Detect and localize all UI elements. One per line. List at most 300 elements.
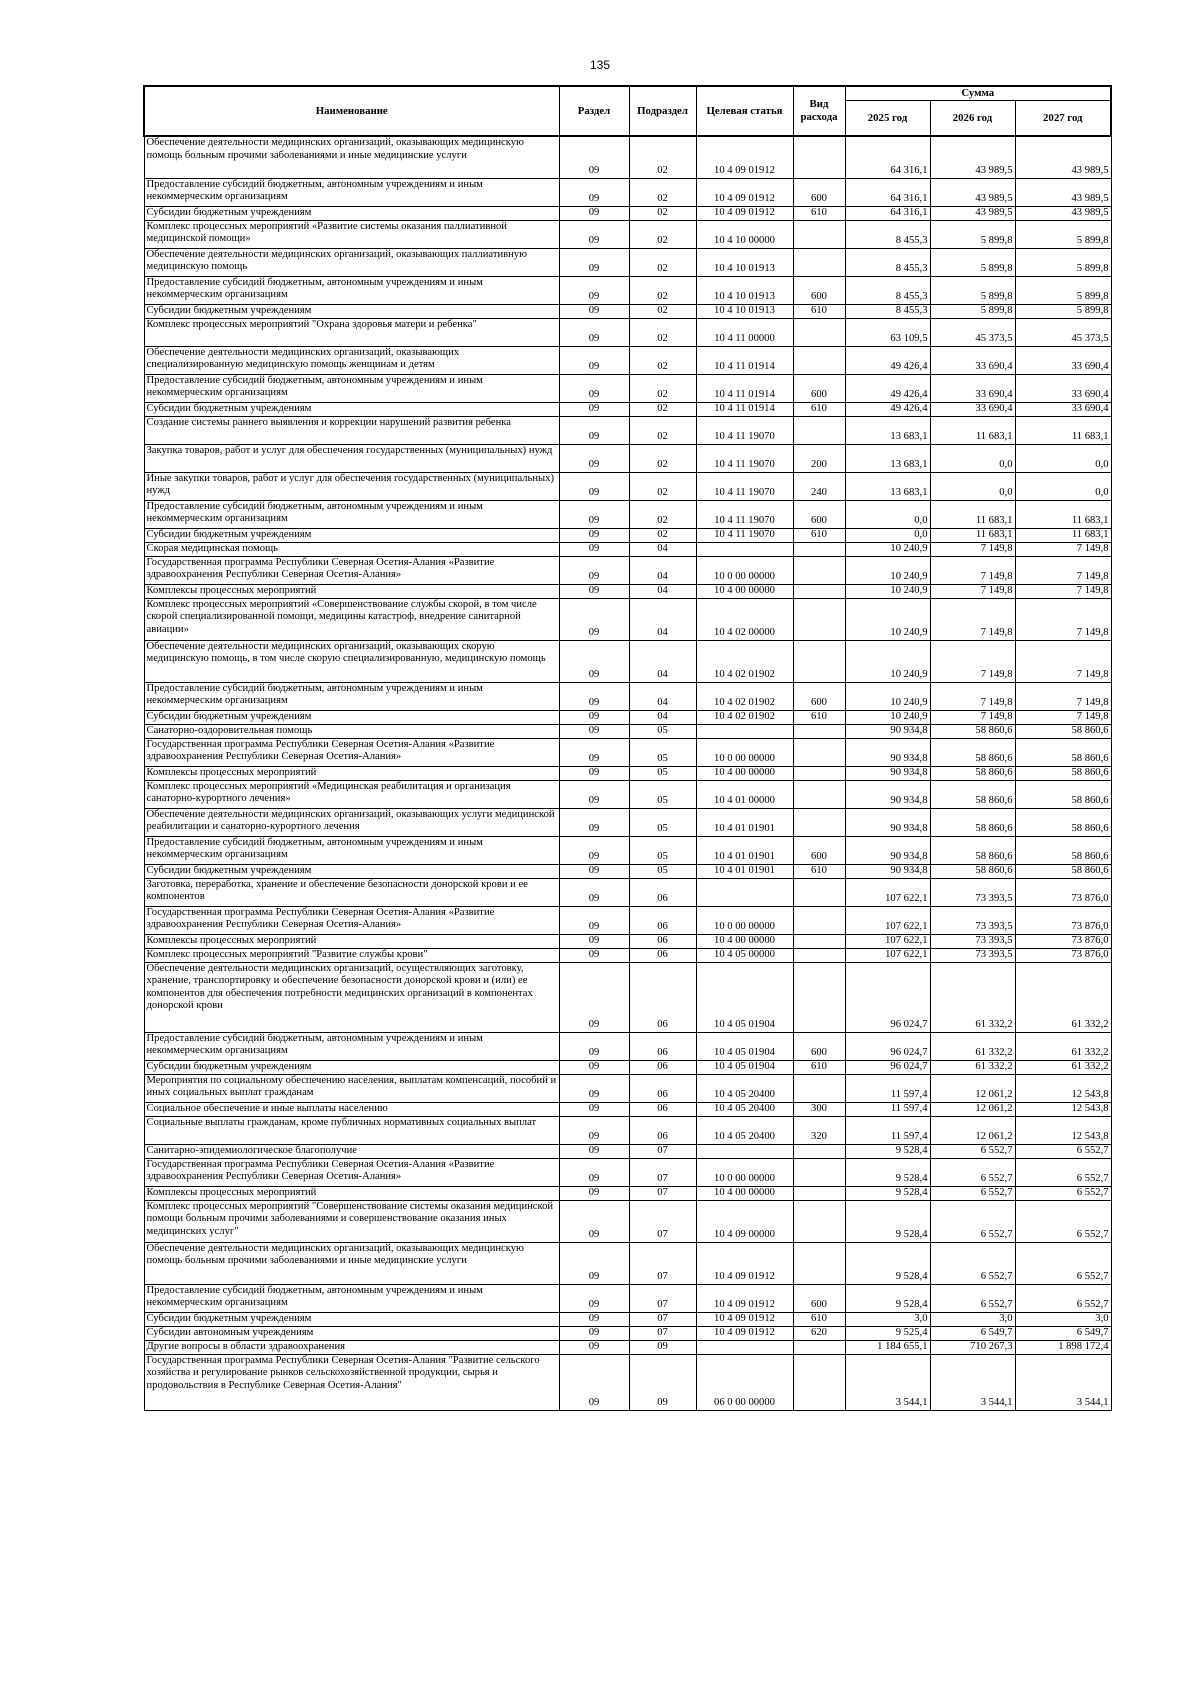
row-target: 10 4 00 00000 — [696, 584, 793, 598]
row-value-2026: 73 393,5 — [930, 878, 1015, 906]
row-target: 10 4 00 00000 — [696, 766, 793, 780]
row-section: 09 — [559, 738, 629, 766]
row-value-2026: 58 860,6 — [930, 766, 1015, 780]
row-section: 09 — [559, 906, 629, 934]
row-section: 09 — [559, 1158, 629, 1186]
table-row — [144, 808, 1111, 836]
row-expense-type — [793, 1158, 845, 1186]
row-subsection: 09 — [629, 1354, 696, 1410]
row-target — [696, 724, 793, 738]
row-expense-type — [793, 1340, 845, 1354]
row-value-2026: 7 149,8 — [930, 640, 1015, 682]
row-name: Субсидии бюджетным учреждениям — [144, 1312, 559, 1326]
row-subsection: 05 — [629, 864, 696, 878]
row-value-2025: 90 934,8 — [845, 738, 930, 766]
row-section: 09 — [559, 584, 629, 598]
table-row — [144, 864, 1111, 878]
row-target: 10 4 09 01912 — [696, 206, 793, 220]
row-value-2026: 43 989,5 — [930, 178, 1015, 206]
row-subsection: 02 — [629, 374, 696, 402]
row-expense-type: 610 — [793, 206, 845, 220]
row-expense-type: 620 — [793, 1326, 845, 1340]
row-value-2025: 11 597,4 — [845, 1102, 930, 1116]
row-value-2025: 13 683,1 — [845, 444, 930, 472]
row-value-2025: 8 455,3 — [845, 248, 930, 276]
row-expense-type: 600 — [793, 682, 845, 710]
row-value-2026: 33 690,4 — [930, 346, 1015, 374]
row-value-2027: 58 860,6 — [1015, 724, 1111, 738]
row-subsection: 04 — [629, 556, 696, 584]
row-section: 09 — [559, 682, 629, 710]
row-expense-type: 300 — [793, 1102, 845, 1116]
row-section: 09 — [559, 220, 629, 248]
row-expense-type: 600 — [793, 178, 845, 206]
row-value-2027: 11 683,1 — [1015, 500, 1111, 528]
row-expense-type — [793, 962, 845, 1032]
row-subsection: 06 — [629, 906, 696, 934]
table-row — [144, 962, 1111, 1032]
row-subsection: 02 — [629, 444, 696, 472]
row-value-2026: 6 552,7 — [930, 1144, 1015, 1158]
row-name: Субсидии бюджетным учреждениям — [144, 402, 559, 416]
row-name: Субсидии автономным учреждениям — [144, 1326, 559, 1340]
row-value-2025: 1 184 655,1 — [845, 1340, 930, 1354]
row-value-2025: 8 455,3 — [845, 276, 930, 304]
table-row — [144, 1074, 1111, 1102]
row-target: 10 4 11 01914 — [696, 346, 793, 374]
row-section: 09 — [559, 1340, 629, 1354]
row-section: 09 — [559, 1060, 629, 1074]
row-expense-type — [793, 556, 845, 584]
table-row — [144, 598, 1111, 640]
row-value-2025: 49 426,4 — [845, 346, 930, 374]
row-value-2026: 3 544,1 — [930, 1354, 1015, 1410]
row-value-2027: 61 332,2 — [1015, 962, 1111, 1032]
row-value-2027: 11 683,1 — [1015, 528, 1111, 542]
row-expense-type: 600 — [793, 276, 845, 304]
row-expense-type — [793, 906, 845, 934]
row-subsection: 05 — [629, 780, 696, 808]
header-expense-type: Вид расхода — [793, 86, 845, 136]
row-section: 09 — [559, 836, 629, 864]
row-name: Обеспечение деятельности медицинских организаций, осуществляющих заготовку, хранение, транспортировку и обеспечение безопасности донорской крови и (или) ее компонентов для обеспечения потребности медицинских организаций в компонентах донорской крови — [144, 962, 559, 1032]
row-value-2026: 43 989,5 — [930, 136, 1015, 178]
row-section: 09 — [559, 1354, 629, 1410]
table-header — [144, 86, 1111, 136]
row-value-2026: 12 061,2 — [930, 1074, 1015, 1102]
row-value-2027: 6 552,7 — [1015, 1200, 1111, 1242]
row-value-2026: 5 899,8 — [930, 276, 1015, 304]
row-value-2025: 11 597,4 — [845, 1074, 930, 1102]
row-expense-type — [793, 248, 845, 276]
row-expense-type — [793, 808, 845, 836]
row-value-2026: 61 332,2 — [930, 1032, 1015, 1060]
row-value-2027: 6 552,7 — [1015, 1242, 1111, 1284]
table-row — [144, 542, 1111, 556]
row-value-2027: 58 860,6 — [1015, 864, 1111, 878]
row-section: 09 — [559, 766, 629, 780]
row-subsection: 06 — [629, 1074, 696, 1102]
row-value-2026: 58 860,6 — [930, 738, 1015, 766]
row-subsection: 06 — [629, 1102, 696, 1116]
row-name: Предоставление субсидий бюджетным, автономным учреждениям и иным некоммерческим организациям — [144, 1284, 559, 1312]
row-value-2025: 90 934,8 — [845, 864, 930, 878]
row-section: 09 — [559, 710, 629, 724]
row-target — [696, 1340, 793, 1354]
row-value-2026: 45 373,5 — [930, 318, 1015, 346]
row-subsection: 04 — [629, 598, 696, 640]
row-value-2025: 90 934,8 — [845, 836, 930, 864]
table-row — [144, 1284, 1111, 1312]
row-value-2026: 73 393,5 — [930, 934, 1015, 948]
row-subsection: 05 — [629, 738, 696, 766]
row-name: Предоставление субсидий бюджетным, автономным учреждениям и иным некоммерческим организациям — [144, 374, 559, 402]
row-name: Комплекс процессных мероприятий "Охрана здоровья матери и ребенка" — [144, 318, 559, 346]
row-value-2025: 90 934,8 — [845, 724, 930, 738]
row-expense-type — [793, 878, 845, 906]
row-section: 09 — [559, 206, 629, 220]
row-expense-type — [793, 934, 845, 948]
row-subsection: 02 — [629, 416, 696, 444]
row-value-2026: 12 061,2 — [930, 1102, 1015, 1116]
row-section: 09 — [559, 374, 629, 402]
row-section: 09 — [559, 1284, 629, 1312]
table-row — [144, 738, 1111, 766]
row-subsection: 02 — [629, 402, 696, 416]
row-value-2026: 0,0 — [930, 472, 1015, 500]
row-name: Создание системы раннего выявления и коррекции нарушений развития ребенка — [144, 416, 559, 444]
table-row — [144, 1158, 1111, 1186]
row-value-2026: 7 149,8 — [930, 556, 1015, 584]
row-section: 09 — [559, 528, 629, 542]
row-value-2027: 43 989,5 — [1015, 206, 1111, 220]
row-value-2025: 107 622,1 — [845, 934, 930, 948]
table-row — [144, 346, 1111, 374]
row-subsection: 07 — [629, 1242, 696, 1284]
row-expense-type — [793, 1242, 845, 1284]
table-row — [144, 220, 1111, 248]
row-name: Комплекс процессных мероприятий «Совершенствование службы скорой, в том числе скорой специализированной помощи, медицины катастроф, внедрение санитарной авиации» — [144, 598, 559, 640]
row-target: 10 4 11 19070 — [696, 444, 793, 472]
row-target: 10 0 00 00000 — [696, 1158, 793, 1186]
table-row — [144, 304, 1111, 318]
row-subsection: 02 — [629, 206, 696, 220]
row-value-2027: 43 989,5 — [1015, 178, 1111, 206]
row-value-2026: 7 149,8 — [930, 542, 1015, 556]
row-target — [696, 1144, 793, 1158]
row-value-2027: 73 876,0 — [1015, 934, 1111, 948]
row-target: 10 4 02 00000 — [696, 598, 793, 640]
row-value-2025: 13 683,1 — [845, 472, 930, 500]
row-expense-type — [793, 640, 845, 682]
row-section: 09 — [559, 304, 629, 318]
row-subsection: 06 — [629, 962, 696, 1032]
row-section: 09 — [559, 934, 629, 948]
row-section: 09 — [559, 1242, 629, 1284]
row-value-2026: 11 683,1 — [930, 416, 1015, 444]
row-value-2027: 7 149,8 — [1015, 598, 1111, 640]
row-value-2026: 58 860,6 — [930, 724, 1015, 738]
row-value-2025: 107 622,1 — [845, 948, 930, 962]
row-value-2025: 10 240,9 — [845, 542, 930, 556]
row-name: Субсидии бюджетным учреждениям — [144, 1060, 559, 1074]
row-name: Предоставление субсидий бюджетным, автономным учреждениям и иным некоммерческим организациям — [144, 682, 559, 710]
row-target: 10 4 05 20400 — [696, 1102, 793, 1116]
row-value-2025: 90 934,8 — [845, 766, 930, 780]
row-target: 10 4 11 00000 — [696, 318, 793, 346]
row-subsection: 04 — [629, 682, 696, 710]
row-target: 10 4 09 01912 — [696, 136, 793, 178]
table-row — [144, 640, 1111, 682]
row-value-2026: 73 393,5 — [930, 948, 1015, 962]
row-name: Санитарно-эпидемиологическое благополучие — [144, 1144, 559, 1158]
row-value-2026: 33 690,4 — [930, 402, 1015, 416]
row-name: Социальные выплаты гражданам, кроме публичных нормативных социальных выплат — [144, 1116, 559, 1144]
row-value-2025: 49 426,4 — [845, 374, 930, 402]
table-row — [144, 724, 1111, 738]
row-value-2025: 107 622,1 — [845, 906, 930, 934]
row-target: 10 4 01 01901 — [696, 864, 793, 878]
row-expense-type — [793, 724, 845, 738]
row-subsection: 02 — [629, 178, 696, 206]
row-target: 10 4 09 01912 — [696, 1242, 793, 1284]
header-2025: 2025 год — [845, 100, 930, 136]
row-value-2027: 33 690,4 — [1015, 374, 1111, 402]
row-value-2026: 7 149,8 — [930, 682, 1015, 710]
row-value-2027: 58 860,6 — [1015, 836, 1111, 864]
row-value-2025: 10 240,9 — [845, 584, 930, 598]
row-section: 09 — [559, 598, 629, 640]
row-name: Мероприятия по социальному обеспечению населения, выплатам компенсаций, пособий и иных социальных выплат гражданам — [144, 1074, 559, 1102]
row-section: 09 — [559, 1116, 629, 1144]
row-target: 10 4 02 01902 — [696, 710, 793, 724]
row-value-2025: 9 525,4 — [845, 1326, 930, 1340]
row-expense-type: 610 — [793, 304, 845, 318]
row-section: 09 — [559, 542, 629, 556]
row-target: 10 4 01 01901 — [696, 836, 793, 864]
row-expense-type: 600 — [793, 836, 845, 864]
table-row — [144, 1032, 1111, 1060]
row-name: Скорая медицинская помощь — [144, 542, 559, 556]
row-name: Санаторно-оздоровительная помощь — [144, 724, 559, 738]
row-name: Предоставление субсидий бюджетным, автономным учреждениям и иным некоммерческим организациям — [144, 500, 559, 528]
row-value-2025: 0,0 — [845, 528, 930, 542]
row-section: 09 — [559, 808, 629, 836]
table-row — [144, 1144, 1111, 1158]
row-name: Государственная программа Республики Северная Осетия-Алания «Развитие здравоохранения Республики Северная Осетия-Алания» — [144, 738, 559, 766]
row-target: 10 4 09 00000 — [696, 1200, 793, 1242]
row-value-2027: 3 544,1 — [1015, 1354, 1111, 1410]
row-expense-type: 610 — [793, 528, 845, 542]
row-target: 10 0 00 00000 — [696, 906, 793, 934]
row-section: 09 — [559, 346, 629, 374]
table-row — [144, 416, 1111, 444]
row-target: 10 4 11 01914 — [696, 402, 793, 416]
table-row — [144, 178, 1111, 206]
row-value-2027: 7 149,8 — [1015, 640, 1111, 682]
row-expense-type: 610 — [793, 1312, 845, 1326]
row-name: Субсидии бюджетным учреждениям — [144, 304, 559, 318]
row-section: 09 — [559, 556, 629, 584]
row-section: 09 — [559, 444, 629, 472]
row-expense-type — [793, 136, 845, 178]
row-expense-type: 610 — [793, 710, 845, 724]
row-value-2026: 710 267,3 — [930, 1340, 1015, 1354]
header-subsection: Подраздел — [629, 86, 696, 136]
table-row — [144, 374, 1111, 402]
row-value-2026: 3,0 — [930, 1312, 1015, 1326]
row-value-2027: 11 683,1 — [1015, 416, 1111, 444]
table-row — [144, 766, 1111, 780]
row-target: 10 4 11 01914 — [696, 374, 793, 402]
row-subsection: 02 — [629, 472, 696, 500]
table-row — [144, 136, 1111, 178]
table-row — [144, 878, 1111, 906]
row-expense-type: 200 — [793, 444, 845, 472]
row-target: 10 4 09 01912 — [696, 1284, 793, 1312]
row-expense-type: 240 — [793, 472, 845, 500]
row-value-2025: 10 240,9 — [845, 598, 930, 640]
row-value-2026: 7 149,8 — [930, 710, 1015, 724]
row-subsection: 05 — [629, 766, 696, 780]
row-subsection: 02 — [629, 528, 696, 542]
row-name: Комплекс процессных мероприятий "Совершенствование системы оказания медицинской помощи больным прочими заболеваниями и совершенствование оказания иных медицинских услуг" — [144, 1200, 559, 1242]
table-row — [144, 318, 1111, 346]
row-subsection: 02 — [629, 248, 696, 276]
row-value-2026: 11 683,1 — [930, 528, 1015, 542]
row-subsection: 02 — [629, 276, 696, 304]
row-value-2026: 5 899,8 — [930, 304, 1015, 318]
row-expense-type: 600 — [793, 500, 845, 528]
row-value-2025: 9 528,4 — [845, 1284, 930, 1312]
row-value-2025: 0,0 — [845, 500, 930, 528]
table-row — [144, 1186, 1111, 1200]
row-value-2027: 0,0 — [1015, 472, 1111, 500]
row-value-2027: 0,0 — [1015, 444, 1111, 472]
table-row — [144, 1102, 1111, 1116]
table-row — [144, 444, 1111, 472]
row-expense-type — [793, 416, 845, 444]
row-name: Субсидии бюджетным учреждениям — [144, 710, 559, 724]
row-value-2026: 7 149,8 — [930, 598, 1015, 640]
row-name: Государственная программа Республики Северная Осетия-Алания «Развитие здравоохранения Республики Северная Осетия-Алания» — [144, 556, 559, 584]
row-expense-type — [793, 542, 845, 556]
row-value-2025: 96 024,7 — [845, 1060, 930, 1074]
row-value-2025: 10 240,9 — [845, 640, 930, 682]
table-row — [144, 276, 1111, 304]
row-value-2026: 5 899,8 — [930, 248, 1015, 276]
table-row — [144, 402, 1111, 416]
row-name: Закупка товаров, работ и услуг для обеспечения государственных (муниципальных) нужд — [144, 444, 559, 472]
row-expense-type — [793, 1144, 845, 1158]
row-value-2027: 5 899,8 — [1015, 248, 1111, 276]
row-subsection: 02 — [629, 500, 696, 528]
row-value-2025: 107 622,1 — [845, 878, 930, 906]
row-value-2025: 96 024,7 — [845, 962, 930, 1032]
row-value-2027: 58 860,6 — [1015, 808, 1111, 836]
row-name: Заготовка, переработка, хранение и обеспечение безопасности донорской крови и ее компонентов — [144, 878, 559, 906]
table-row — [144, 584, 1111, 598]
row-name: Предоставление субсидий бюджетным, автономным учреждениям и иным некоммерческим организациям — [144, 276, 559, 304]
row-target: 10 4 09 01912 — [696, 178, 793, 206]
row-expense-type — [793, 766, 845, 780]
row-subsection: 06 — [629, 948, 696, 962]
row-target: 10 4 05 01904 — [696, 1032, 793, 1060]
header-2027: 2027 год — [1015, 100, 1111, 136]
table-row — [144, 248, 1111, 276]
table-row — [144, 1200, 1111, 1242]
row-value-2025: 9 528,4 — [845, 1186, 930, 1200]
row-expense-type — [793, 1074, 845, 1102]
row-name: Комплекс процессных мероприятий «Развитие системы оказания паллиативной медицинской помощи» — [144, 220, 559, 248]
row-value-2025: 13 683,1 — [845, 416, 930, 444]
row-subsection: 04 — [629, 640, 696, 682]
row-value-2027: 7 149,8 — [1015, 584, 1111, 598]
row-expense-type — [793, 584, 845, 598]
row-value-2026: 58 860,6 — [930, 836, 1015, 864]
row-subsection: 05 — [629, 724, 696, 738]
row-name: Обеспечение деятельности медицинских организаций, оказывающих паллиативную медицинскую помощь — [144, 248, 559, 276]
row-value-2025: 10 240,9 — [845, 556, 930, 584]
row-name: Другие вопросы в области здравоохранения — [144, 1340, 559, 1354]
row-value-2026: 5 899,8 — [930, 220, 1015, 248]
row-value-2027: 73 876,0 — [1015, 878, 1111, 906]
row-name: Комплекс процессных мероприятий "Развитие службы крови" — [144, 948, 559, 962]
row-subsection: 04 — [629, 542, 696, 556]
row-subsection: 06 — [629, 878, 696, 906]
row-subsection: 04 — [629, 584, 696, 598]
row-name: Обеспечение деятельности медицинских организаций, оказывающих услуги медицинской реабилитации и санаторно-курортного лечения — [144, 808, 559, 836]
row-value-2025: 8 455,3 — [845, 220, 930, 248]
row-expense-type: 600 — [793, 1032, 845, 1060]
row-target: 10 4 05 00000 — [696, 948, 793, 962]
row-value-2027: 7 149,8 — [1015, 556, 1111, 584]
row-target: 10 4 05 01904 — [696, 962, 793, 1032]
row-subsection: 02 — [629, 346, 696, 374]
row-subsection: 06 — [629, 1060, 696, 1074]
row-value-2027: 73 876,0 — [1015, 906, 1111, 934]
row-target: 10 4 11 19070 — [696, 528, 793, 542]
table-body — [144, 136, 1111, 1410]
row-value-2025: 10 240,9 — [845, 682, 930, 710]
row-value-2025: 3 544,1 — [845, 1354, 930, 1410]
row-value-2025: 64 316,1 — [845, 206, 930, 220]
row-expense-type: 610 — [793, 402, 845, 416]
row-name: Предоставление субсидий бюджетным, автономным учреждениям и иным некоммерческим организациям — [144, 1032, 559, 1060]
row-section: 09 — [559, 318, 629, 346]
row-value-2027: 5 899,8 — [1015, 304, 1111, 318]
row-value-2026: 6 552,7 — [930, 1158, 1015, 1186]
row-name: Обеспечение деятельности медицинских организаций, оказывающих медицинскую помощь больным прочими заболеваниями и иные медицинские услуги — [144, 136, 559, 178]
row-name: Государственная программа Республики Северная Осетия-Алания «Развитие здравоохранения Республики Северная Осетия-Алания» — [144, 1158, 559, 1186]
row-value-2025: 49 426,4 — [845, 402, 930, 416]
row-target: 10 4 11 19070 — [696, 472, 793, 500]
row-value-2025: 9 528,4 — [845, 1158, 930, 1186]
row-target: 10 4 10 01913 — [696, 276, 793, 304]
row-section: 09 — [559, 1144, 629, 1158]
table-row — [144, 906, 1111, 934]
row-target: 10 4 10 01913 — [696, 304, 793, 318]
table-row — [144, 1312, 1111, 1326]
row-subsection: 09 — [629, 1340, 696, 1354]
row-target: 10 4 11 19070 — [696, 416, 793, 444]
row-value-2027: 3,0 — [1015, 1312, 1111, 1326]
row-section: 09 — [559, 1200, 629, 1242]
row-name: Субсидии бюджетным учреждениям — [144, 206, 559, 220]
header-2026: 2026 год — [930, 100, 1015, 136]
row-value-2025: 10 240,9 — [845, 710, 930, 724]
row-value-2027: 12 543,8 — [1015, 1074, 1111, 1102]
